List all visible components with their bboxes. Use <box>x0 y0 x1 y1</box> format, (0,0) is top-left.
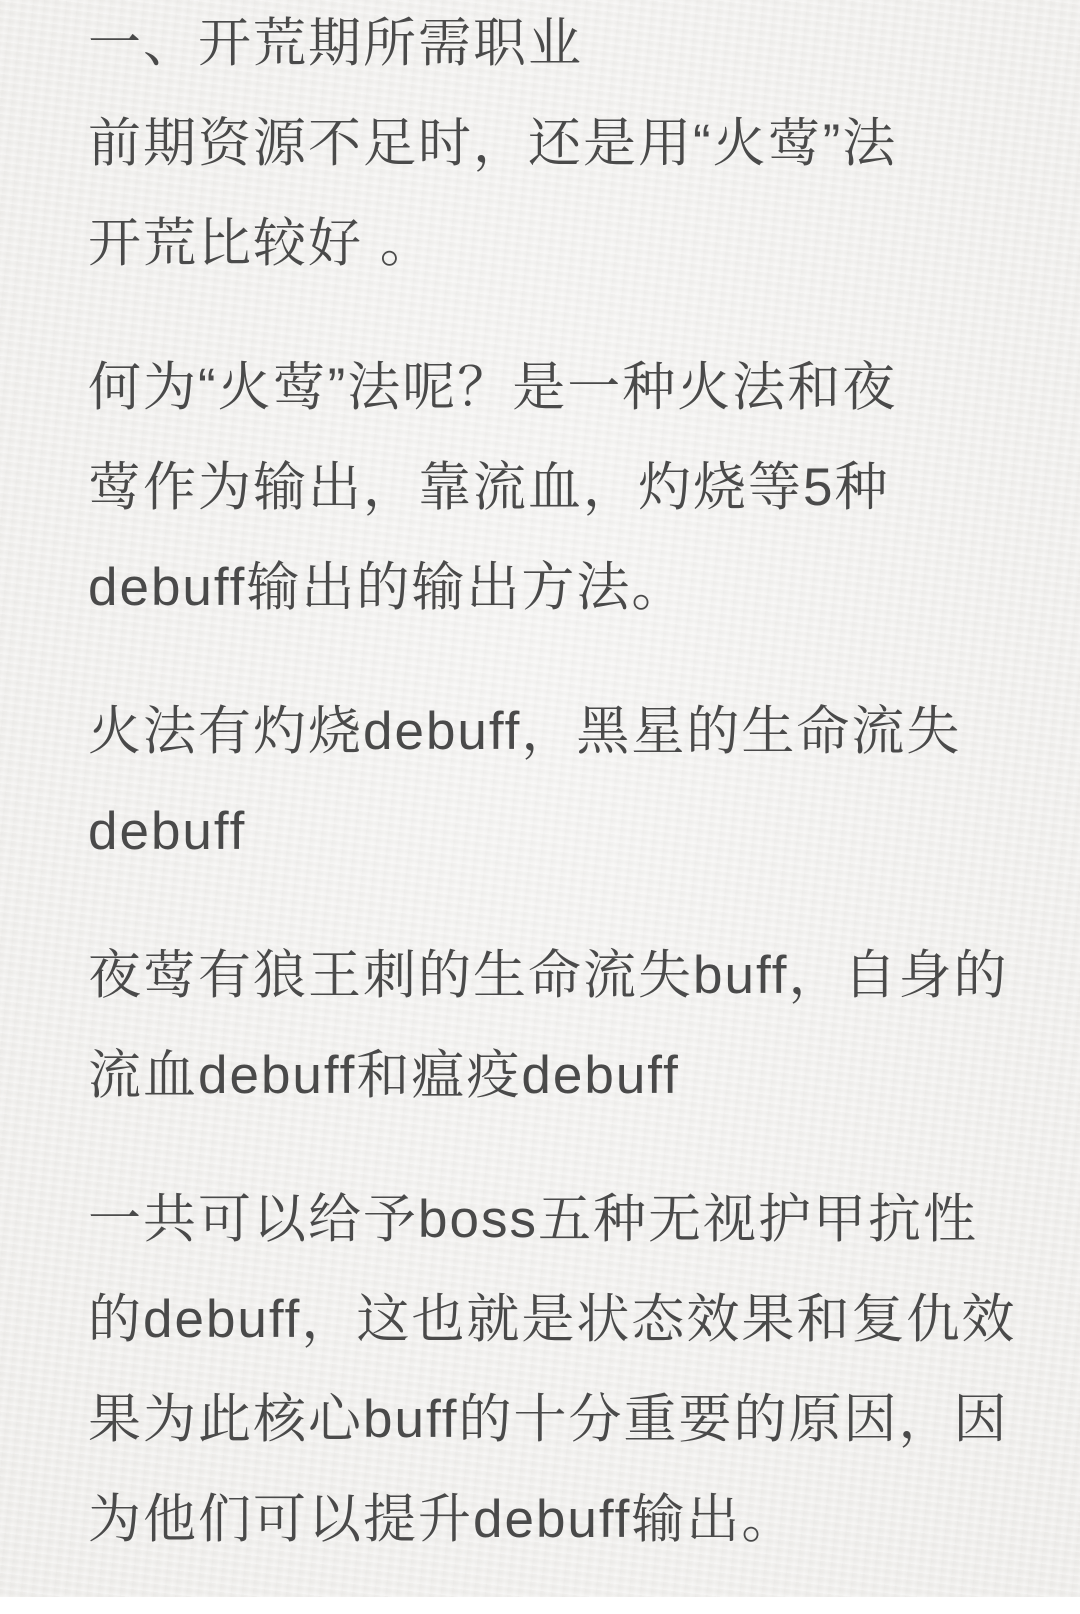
text-line: 流血debuff和瘟疫debuff <box>88 1046 680 1105</box>
text-line: 莺作为输出，靠流血，灼烧等5种 <box>88 458 890 517</box>
paragraph-nightingale <box>88 926 1018 1126</box>
text-line: 何为“火莺”法呢？是一种火法和夜 <box>88 358 898 417</box>
paragraph-summary <box>88 1170 1018 1570</box>
text-line: 一共可以给予boss五种无视护甲抗性 <box>88 1190 978 1249</box>
paragraph-fire-mage <box>88 682 1018 882</box>
text-line: 的debuff，这也就是状态效果和复仇效 <box>88 1290 1017 1349</box>
text-line: 开荒比较好 。 <box>88 214 435 273</box>
article-content <box>88 0 1018 1614</box>
text-line: 夜莺有狼王刺的生命流失buff，自身的 <box>88 946 1009 1005</box>
text-line: debuff输出的输出方法。 <box>88 558 687 617</box>
text-line: 为他们可以提升debuff输出。 <box>88 1490 797 1549</box>
paragraph-definition <box>88 338 1018 638</box>
text-line: 火法有灼烧debuff，黑星的生命流失 <box>88 702 962 761</box>
text-line: debuff <box>88 802 247 861</box>
heading-line: 一、开荒期所需职业 <box>88 14 583 73</box>
text-line: 前期资源不足时，还是用“火莺”法 <box>88 114 898 173</box>
text-line: 果为此核心buff的十分重要的原因，因 <box>88 1390 1009 1449</box>
paragraph-heading <box>88 0 1018 294</box>
